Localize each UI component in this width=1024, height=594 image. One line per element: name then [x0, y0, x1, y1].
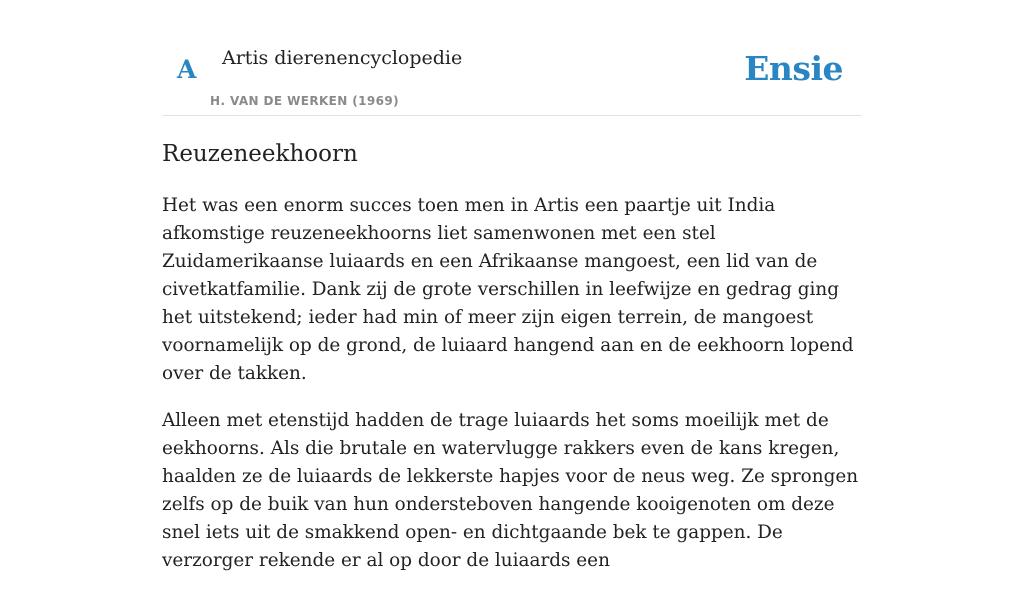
article-paragraph: Alleen met etenstijd hadden de trage luiaards het soms moeilijk met de eekhoorns. Als die brutale en watervlugge rakkers even de kans kregen, haalden ze de luiaards de lekkerste hapjes voor de neus weg. Ze sprongen zelfs op de buik van hun ondersteboven hangende kooigenoten om deze snel iets uit de smakkend open- en dichtgaande bek te gappen. De verzorger rekende er al op door de luiaards een	[162, 410, 859, 571]
article-body	[162, 192, 862, 594]
book-title[interactable]: Artis dierenencyclopedie	[222, 47, 463, 69]
content-container	[162, 0, 862, 571]
book-author: H. VAN DE WERKEN (1969)	[210, 94, 400, 108]
index-letter[interactable]: A	[177, 55, 197, 84]
entry-title: Reuzeneekhoorn	[162, 141, 358, 167]
article-paragraph: Het was een enorm succes toen men in Artis een paartje uit India afkomstige reuzeneekhoorns liet samenwonen met een stel Zuidamerikaanse luiaards en een Afrikaanse mangoest, een lid van de civetkatfamilie. Dank zij de grote verschillen in leefwijze en gedrag ging het uitstekend; ieder had min of meer zijn eigen terrein, de mangoest voornamelijk op de grond, de luiaard hangend aan en de eekhoorn lopend over de takken.	[162, 195, 854, 384]
ensie-logo[interactable]: Ensie	[744, 49, 843, 88]
page-header	[162, 0, 862, 116]
